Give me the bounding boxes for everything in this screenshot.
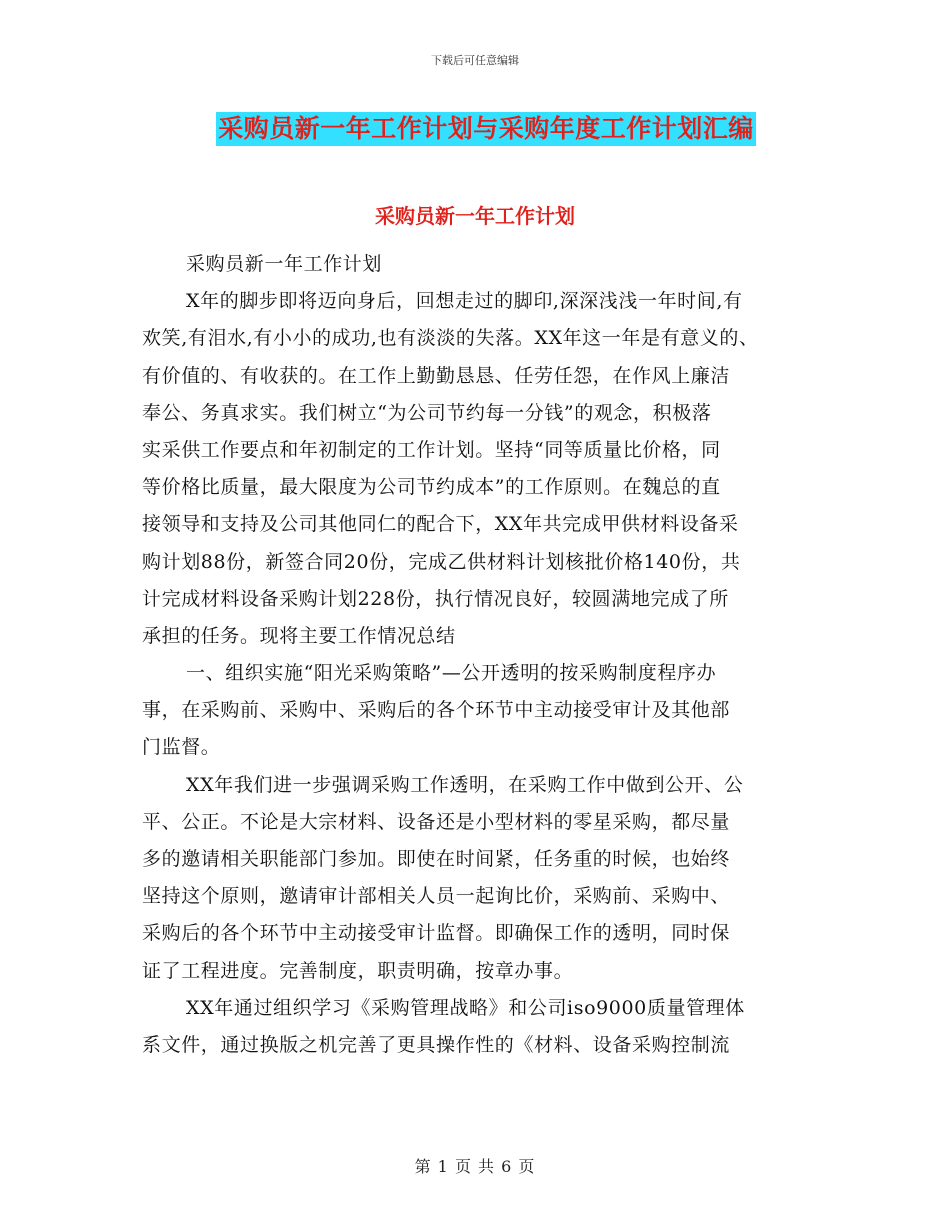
main-title: 采购员新一年工作计划与采购年度工作计划汇编 xyxy=(216,112,756,146)
paragraph-line: 一、组织实施“阳光采购策略”—公开透明的按采购制度程序办 xyxy=(186,662,717,685)
paragraph-line: 计完成材料设备采购计划228份，执行情况良好，较圆满地完成了所 xyxy=(142,587,729,610)
paragraph-line: 门监督。 xyxy=(142,736,221,759)
page-number-footer: 第 1 页 共 6 页 xyxy=(414,1157,536,1176)
sub-title: 采购员新一年工作计划 xyxy=(375,204,575,228)
paragraph-line: 平、公正。不论是大宗材料、设备还是小型材料的零星采购，都尽量 xyxy=(142,810,731,833)
paragraph-line: 等价格比质量，最大限度为公司节约成本”的工作原则。在魏总的直 xyxy=(142,476,721,499)
paragraph-line: 坚持这个原则，邀请审计部相关人员一起询比价，采购前、采购中、 xyxy=(142,885,731,908)
paragraph-line: 有价值的、有收获的。在工作上勤勤恳恳、任劳任怨，在作风上廉洁 xyxy=(142,364,731,387)
paragraph-line: XX年我们进一步强调采购工作透明，在采购工作中做到公开、公 xyxy=(186,773,744,796)
paragraph-line: 系文件，通过换版之机完善了更具操作性的《材料、设备采购控制流 xyxy=(142,1033,731,1056)
paragraph-line: 采购后的各个环节中主动接受审计监督。即确保工作的透明，同时保 xyxy=(142,922,731,945)
header-note: 下载后可任意编辑 xyxy=(431,54,519,67)
paragraph-line: 事，在采购前、采购中、采购后的各个环节中主动接受审计及其他部 xyxy=(142,699,731,722)
paragraph-line: 承担的任务。现将主要工作情况总结 xyxy=(142,624,456,647)
paragraph-line: 多的邀请相关职能部门参加。即使在时间紧，任务重的时候，也始终 xyxy=(142,848,731,870)
main-title-wrap xyxy=(0,112,950,146)
paragraph-line: X年的脚步即将迈向身后，回想走过的脚印,深深浅浅一年时间,有 xyxy=(186,290,743,313)
paragraph-line: 实采供工作要点和年初制定的工作计划。坚持“同等质量比价格，同 xyxy=(142,438,721,461)
paragraph-line: 奉公、务真求实。我们树立“为公司节约每一分钱”的观念，积极落 xyxy=(142,401,712,424)
paragraph-line: 采购员新一年工作计划 xyxy=(186,253,383,275)
paragraph-line: 证了工程进度。完善制度，职责明确，按章办事。 xyxy=(142,959,574,982)
paragraph-line: 欢笑,有泪水,有小小的成功,也有淡淡的失落。XX年这一年是有意义的、 xyxy=(142,327,759,350)
paragraph-line: 接领导和支持及公司其他同仁的配合下，XX年共完成甲供材料设备采 xyxy=(142,513,739,536)
paragraph-line: 购计划88份，新签合同20份，完成乙供材料计划核批价格140份，共 xyxy=(142,550,741,573)
paragraph-line: XX年通过组织学习《采购管理战略》和公司iso9000质量管理体 xyxy=(186,996,745,1019)
body-text xyxy=(142,246,822,1064)
